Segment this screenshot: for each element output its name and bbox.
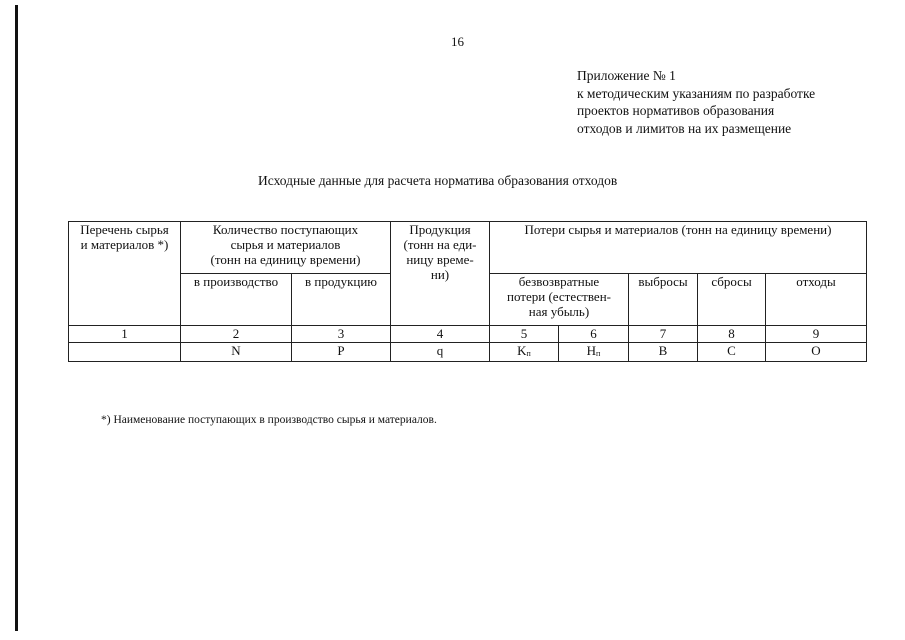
column-number: 4 <box>391 326 490 343</box>
column-number: 7 <box>629 326 698 343</box>
header-discharges: сбросы <box>698 274 766 326</box>
column-number: 9 <box>766 326 867 343</box>
column-number: 8 <box>698 326 766 343</box>
header-waste: отходы <box>766 274 867 326</box>
symbol-cell: C <box>698 343 766 362</box>
header-text: потери (естествен- <box>507 289 611 304</box>
symbol-base: H <box>586 343 597 358</box>
appendix-heading <box>577 67 815 137</box>
column-number: 1 <box>69 326 181 343</box>
column-number: 2 <box>181 326 292 343</box>
header-to-production: в производство <box>181 274 292 326</box>
source-data-table <box>68 221 867 362</box>
appendix-line: проектов нормативов образования <box>577 103 775 118</box>
header-row-1 <box>69 222 867 274</box>
header-irrecoverable-losses <box>490 274 629 326</box>
header-to-product: в продукцию <box>292 274 391 326</box>
header-text: ницу време- <box>406 252 474 267</box>
header-text: безвозвратные <box>518 274 600 289</box>
header-text: Количество поступающих <box>212 222 359 237</box>
header-incoming-quantity <box>181 222 391 274</box>
appendix-line: отходов и лимитов на их размещение <box>577 120 792 136</box>
header-product <box>391 222 490 326</box>
header-text: сырья и материалов <box>230 237 341 252</box>
header-materials-list <box>69 222 181 326</box>
appendix-line: Приложение № 1 <box>577 68 676 83</box>
column-number-row <box>69 326 867 343</box>
document-title: Исходные данные для расчета норматива образования отходов <box>258 173 618 188</box>
symbol-cell <box>559 343 629 362</box>
header-text: Перечень сырья <box>80 222 169 237</box>
symbol-cell: B <box>629 343 698 362</box>
symbol-row <box>69 343 867 362</box>
symbol-cell <box>490 343 559 362</box>
header-text: ни) <box>430 267 450 282</box>
header-emissions: выбросы <box>629 274 698 326</box>
symbol-subscript: п <box>526 349 531 358</box>
column-number: 6 <box>559 326 629 343</box>
symbol-subscript: п <box>596 349 601 358</box>
symbol-cell: q <box>391 343 490 362</box>
symbol-cell: N <box>181 343 292 362</box>
header-text: (тонн на единицу времени) <box>210 252 361 267</box>
header-text: (тонн на еди- <box>403 237 477 252</box>
appendix-line: к методическим указаниям по разработке <box>577 85 816 101</box>
header-text: ная убыль) <box>528 304 590 319</box>
column-number: 3 <box>292 326 391 343</box>
column-number: 5 <box>490 326 559 343</box>
footnote: *) Наименование поступающих в производство сырья и материалов. <box>101 414 437 426</box>
header-text: и материалов *) <box>80 237 169 252</box>
symbol-cell: P <box>292 343 391 362</box>
header-losses: Потери сырья и материалов (тонн на единицу времени) <box>490 222 867 274</box>
header-text: Продукция <box>409 222 471 237</box>
symbol-cell: O <box>766 343 867 362</box>
symbol-cell <box>69 343 181 362</box>
page-number: 16 <box>451 34 464 49</box>
page-edge-bar <box>15 5 18 631</box>
symbol-base: K <box>517 343 527 358</box>
